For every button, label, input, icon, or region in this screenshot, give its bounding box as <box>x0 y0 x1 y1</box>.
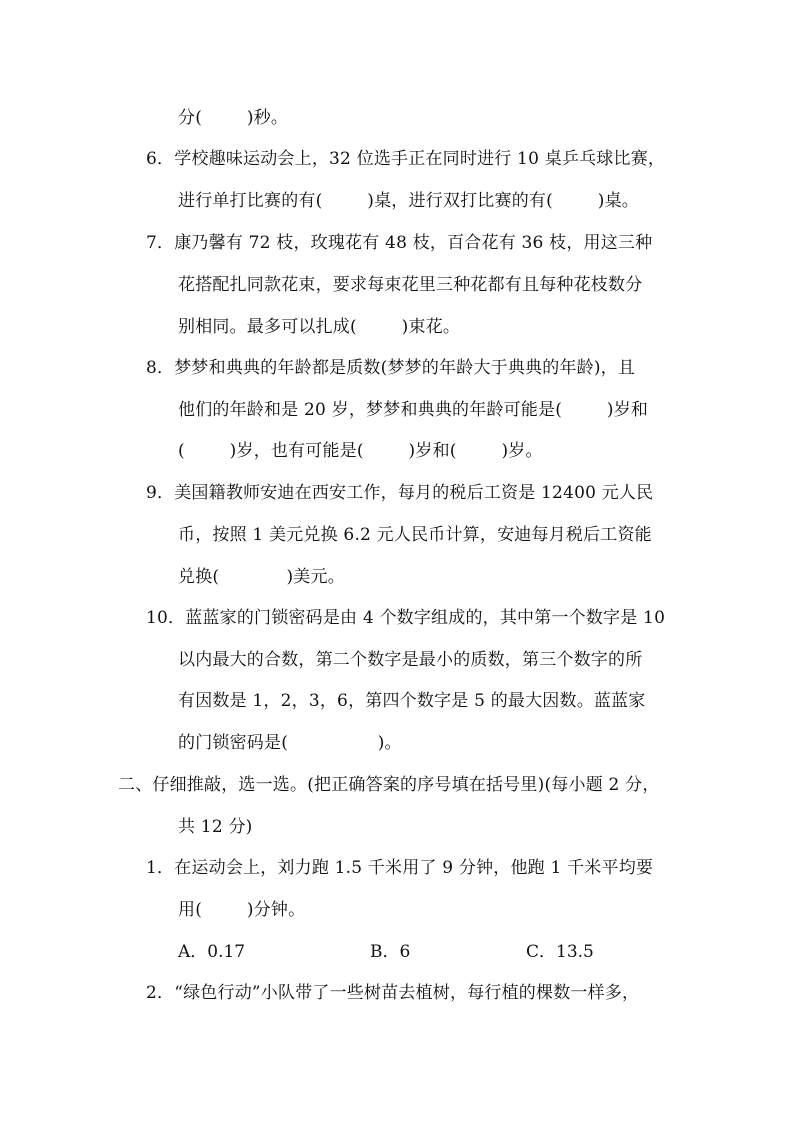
section-2-question-1-line-2: 用( )分钟。 <box>178 900 306 920</box>
question-8-line-2: 他们的年龄和是 20 岁，梦梦和典典的年龄可能是( )岁和 <box>178 400 649 420</box>
option-b: B．6 <box>370 942 411 962</box>
question-10-line-4: 的门锁密码是( )。 <box>178 733 402 753</box>
question-7-line-3: 别相同。最多可以扎成( )束花。 <box>178 317 461 337</box>
question-6-line-1: 6．学校趣味运动会上，32 位选手正在同时进行 10 桌乒乓球比赛， <box>146 149 666 169</box>
question-10-line-3: 有因数是 1，2，3，6，第四个数字是 5 的最大因数。蓝蓝家 <box>178 691 646 711</box>
section-2-question-1-line-1: 1．在运动会上，刘力跑 1.5 千米用了 9 分钟，他跑 1 千米平均要 <box>146 858 654 878</box>
question-7-line-1: 7．康乃馨有 72 枝，玫瑰花有 48 枝，百合花有 36 枝，用这三种 <box>146 233 653 253</box>
question-9-line-3: 兑换( )美元。 <box>178 567 345 587</box>
question-10-line-2: 以内最大的合数，第二个数字是最小的质数，第三个数字的所 <box>178 650 643 670</box>
option-c: C．13.5 <box>526 942 594 962</box>
question-9-line-2: 币，按照 1 美元兑换 6.2 元人民币计算，安迪每月税后工资能 <box>178 525 652 545</box>
question-6-line-2: 进行单打比赛的有( )桌，进行双打比赛的有( )桌。 <box>178 191 639 211</box>
question-8-line-3: ( )岁，也有可能是( )岁和( )岁。 <box>178 441 543 461</box>
section-2-heading-line-1: 二、仔细推敲，选一选。(把正确答案的序号填在括号里)(每小题 2 分， <box>118 775 660 795</box>
section-2-heading-line-2: 共 12 分) <box>178 817 253 837</box>
section-2-question-2-line-1: 2．“绿色行动”小队带了一些树苗去植树，每行植的棵数一样多， <box>146 983 640 1003</box>
q6-tail-line: 分( )秒。 <box>178 108 289 128</box>
question-9-line-1: 9．美国籍教师安迪在西安工作，每月的税后工资是 12400 元人民 <box>146 483 654 503</box>
question-8-line-1: 8．梦梦和典典的年龄都是质数(梦梦的年龄大于典典的年龄)，且 <box>146 358 636 378</box>
question-7-line-2: 花搭配扎同款花束，要求每束花里三种花都有且每种花枝数分 <box>178 275 643 295</box>
option-a: A．0.17 <box>178 942 246 962</box>
question-10-line-1: 10．蓝蓝家的门锁密码是由 4 个数字组成的，其中第一个数字是 10 <box>146 608 666 628</box>
